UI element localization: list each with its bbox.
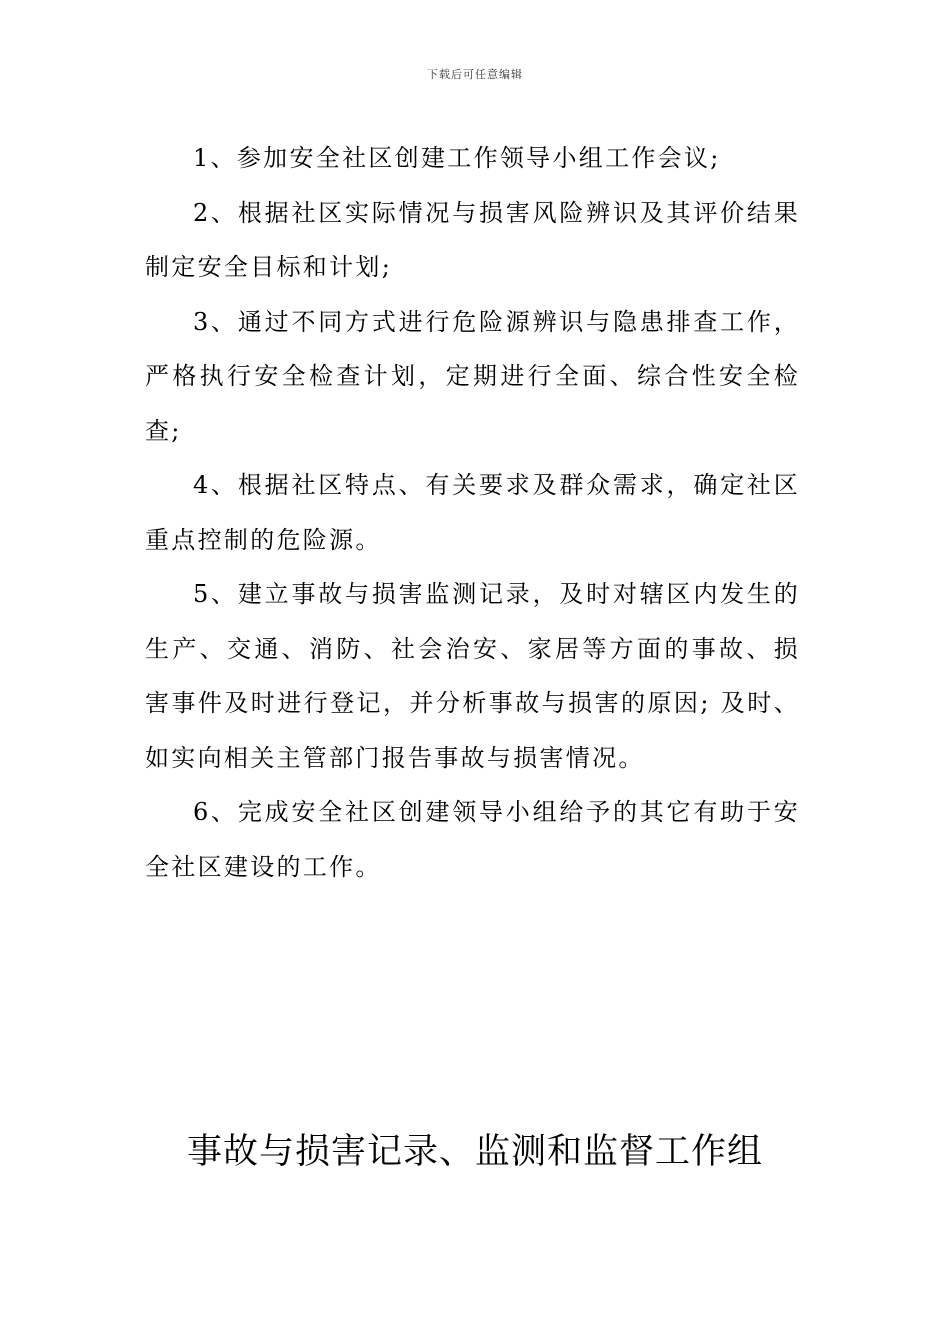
duty-item-2: 2、根据社区实际情况与损害风险辨识及其评价结果制定安全目标和计划; — [145, 198, 800, 281]
duty-list — [145, 131, 800, 894]
duty-item-1: 1、参加安全社区创建工作领导小组工作会议; — [193, 144, 721, 172]
duty-item-5: 5、建立事故与损害监测记录，及时对辖区内发生的生产、交通、消防、社会治安、家居等方面的事故、损害事件及时进行登记，并分析事故与损害的原因; 及时、如实向相关主管部门报告事故与损害情况。 — [145, 580, 800, 772]
duty-item-4: 4、根据社区特点、有关要求及群众需求，确定社区重点控制的危险源。 — [145, 471, 800, 554]
duty-item-6: 6、完成安全社区创建领导小组给予的其它有助于安全社区建设的工作。 — [145, 798, 800, 881]
duty-item-3: 3、通过不同方式进行危险源辨识与隐患排查工作，严格执行安全检查计划，定期进行全面、综合性安全检查; — [145, 307, 800, 445]
section-title: 事故与损害记录、监测和监督工作组 — [186, 1132, 763, 1172]
page-header-note: 下载后可任意编辑 — [427, 68, 523, 81]
